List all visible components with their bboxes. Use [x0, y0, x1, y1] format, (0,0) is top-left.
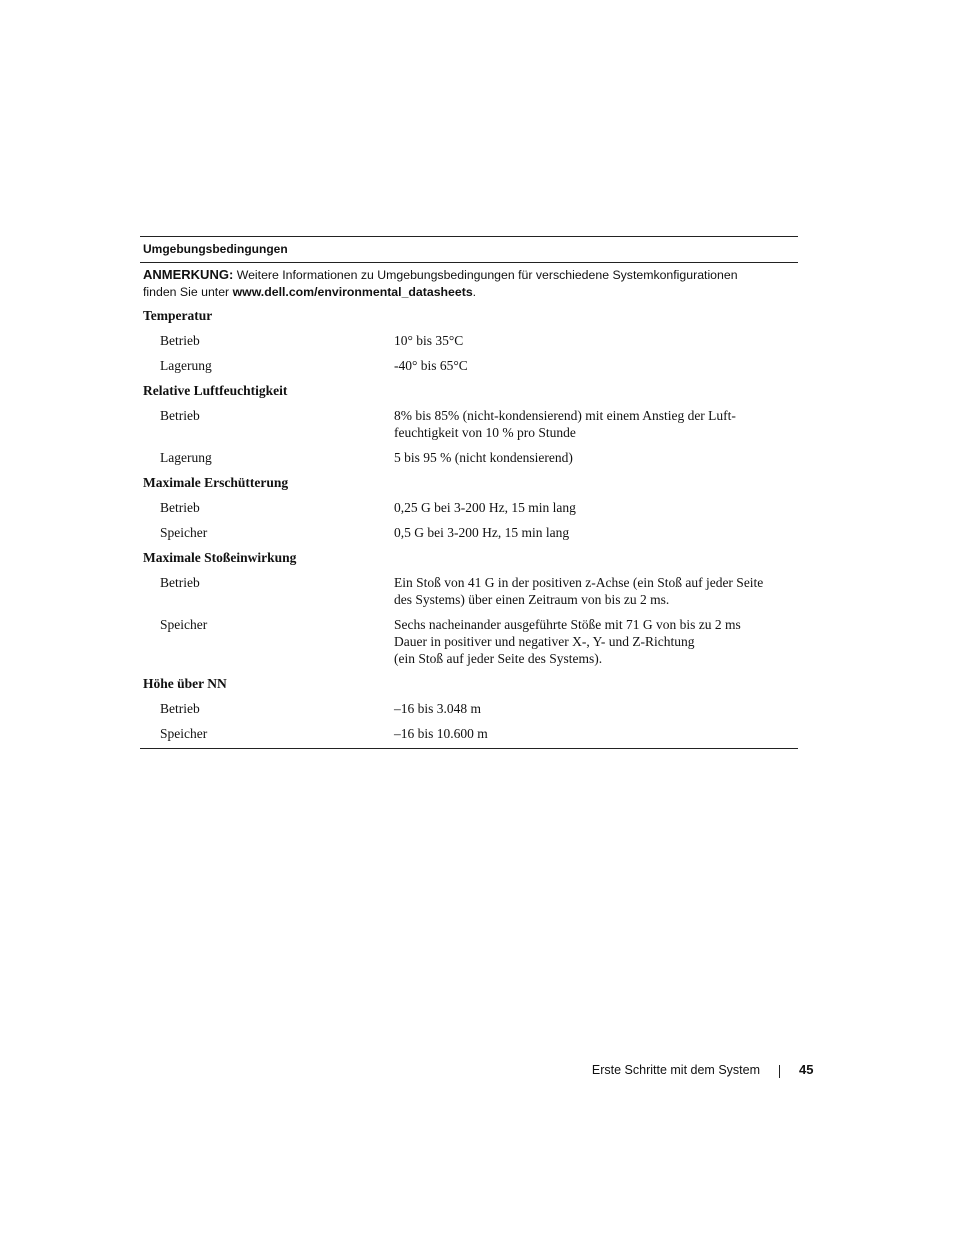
spec-row [140, 520, 798, 545]
spec-row [140, 721, 798, 746]
group-title: Höhe über NN [143, 676, 227, 691]
group-title: Temperatur [143, 308, 213, 323]
spec-row-value [394, 449, 794, 466]
note-text-2: finden Sie unter [143, 285, 233, 299]
spec-value-line: 5 bis 95 % (nicht kondensierend) [394, 450, 573, 465]
note-box [140, 263, 798, 303]
spec-row-value [394, 725, 794, 742]
spec-row [140, 570, 798, 612]
footer-section-title: Erste Schritte mit dem System [591, 1063, 760, 1077]
note-text-1: Weitere Informationen zu Umgebungsbedingungen für verschiedene Systemkonfigurationen [233, 268, 738, 282]
spec-row-label: Speicher [160, 726, 208, 741]
spec-row [140, 403, 798, 445]
spec-row [140, 353, 798, 378]
spec-row-label: Lagerung [160, 358, 212, 373]
spec-value-line: -40° bis 65°C [394, 358, 468, 373]
note-text-3: . [472, 285, 477, 299]
spec-row-value [394, 700, 794, 717]
page-footer [0, 1062, 954, 1082]
spec-value-line: 10° bis 35°C [394, 333, 464, 348]
spec-row-label: Speicher [160, 525, 208, 540]
spec-rows [140, 303, 798, 748]
group-title: Relative Luftfeuchtigkeit [143, 383, 288, 398]
spec-value-line: (ein Stoß auf jeder Seite des Systems). [394, 651, 603, 666]
table-title: Umgebungsbedingungen [140, 237, 798, 263]
spec-row-label: Lagerung [160, 450, 212, 465]
spec-row [140, 495, 798, 520]
note-url-link[interactable]: www.dell.com/environmental_datasheets [232, 285, 473, 299]
spec-value-line: 0,25 G bei 3-200 Hz, 15 min lang [394, 500, 576, 515]
spec-value-line: 0,5 G bei 3-200 Hz, 15 min lang [394, 525, 570, 540]
spec-row-label: Betrieb [160, 500, 200, 515]
spec-row-value [394, 524, 794, 541]
spec-row-value [394, 332, 794, 349]
spec-row-value [394, 407, 794, 441]
spec-value-line: –16 bis 10.600 m [394, 726, 488, 741]
environment-spec-table [140, 236, 798, 749]
spec-row-value [394, 574, 794, 608]
spec-value-line: 8% bis 85% (nicht-kondensierend) mit einem Anstieg der Luft- [394, 408, 736, 423]
spec-value-line: feuchtigkeit von 10 % pro Stunde [394, 425, 576, 440]
spec-row [140, 328, 798, 353]
page-number: 45 [799, 1062, 814, 1077]
spec-value-line: Sechs nacheinander ausgeführte Stöße mit 71 G von bis zu 2 ms [394, 617, 741, 632]
spec-row [140, 696, 798, 721]
spec-row [140, 612, 798, 671]
group-title: Maximale Stoßeinwirkung [143, 550, 297, 565]
spec-row-label: Betrieb [160, 408, 200, 423]
spec-row-label: Betrieb [160, 333, 200, 348]
spec-value-line: –16 bis 3.048 m [394, 701, 482, 716]
spec-row [140, 445, 798, 470]
spec-row-label: Speicher [160, 617, 208, 632]
group-title: Maximale Erschütterung [143, 475, 289, 490]
spec-row-value [394, 616, 794, 667]
spec-row-value [394, 499, 794, 516]
spec-value-line: Dauer in positiver und negativer X-, Y- und Z-Richtung [394, 634, 695, 649]
spec-row-value [394, 357, 794, 374]
spec-row-label: Betrieb [160, 575, 200, 590]
spec-row-label: Betrieb [160, 701, 200, 716]
spec-value-line: des Systems) über einen Zeitraum von bis zu 2 ms. [394, 592, 670, 607]
spec-value-line: Ein Stoß von 41 G in der positiven z-Achse (ein Stoß auf jeder Seite [394, 575, 764, 590]
footer-separator [779, 1065, 780, 1078]
note-label: ANMERKUNG: [143, 267, 234, 282]
